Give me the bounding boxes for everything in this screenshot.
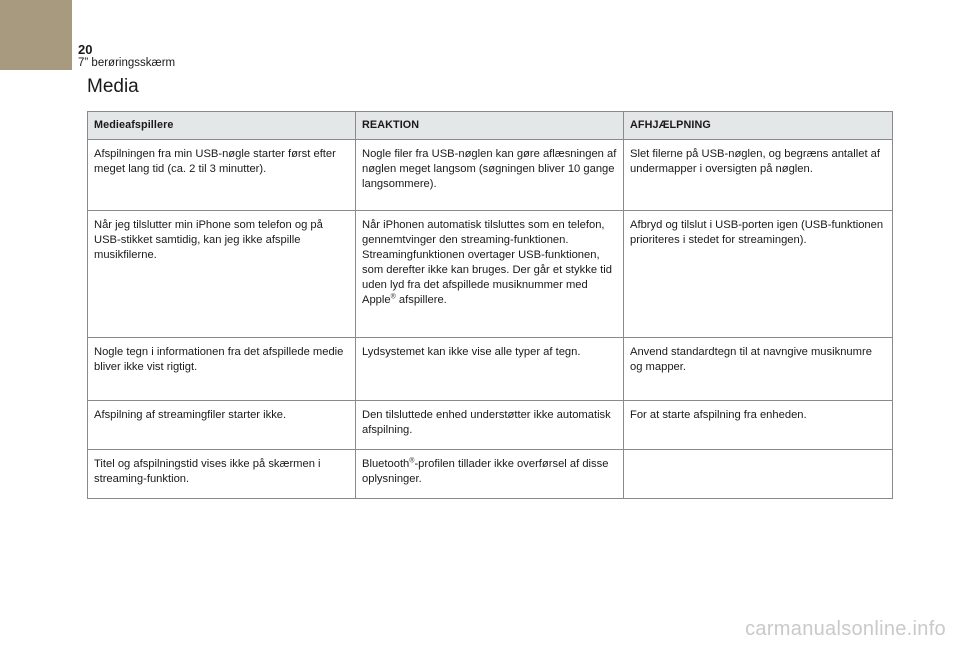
corner-tab <box>0 0 72 70</box>
problem-cell: Nogle tegn i informationen fra det afspillede medie bliver ikke vist rigtigt. <box>88 338 356 401</box>
problem-cell: Titel og afspilningstid vises ikke på skærmen i streaming-funktion. <box>88 450 356 499</box>
table-row <box>88 450 893 499</box>
reaction-cell: Den tilsluttede enhed understøtter ikke automatisk afspilning. <box>356 401 624 450</box>
problem-cell: Afspilningen fra min USB-nøgle starter først efter meget lang tid (ca. 2 til 3 minutter). <box>88 140 356 211</box>
table-header-row <box>88 112 893 140</box>
remedy-cell <box>624 450 893 499</box>
table-row <box>88 338 893 401</box>
media-troubleshooting-table <box>87 111 893 499</box>
registered-mark: ® <box>390 293 396 301</box>
reaction-cell: Lydsystemet kan ikke vise alle typer af tegn. <box>356 338 624 401</box>
reaction-cell: Når iPhonen automatisk tilsluttes som en telefon, gennemtvinger den streaming-funktionen. Streamingfunktionen overtager USB-funktionen, som derefter ikke kan bruges. Der går et stykke tid uden lyd fra det afspillede musiknummer med Apple® afspillere. <box>356 211 624 338</box>
page-number: 20 <box>78 42 93 57</box>
remedy-cell: Afbryd og tilslut i USB-porten igen (USB-funktionen prioriteres i stedet for streamingen). <box>624 211 893 338</box>
reaction-cell: Bluetooth®-profilen tillader ikke overførsel af disse oplysninger. <box>356 450 624 499</box>
remedy-cell: Slet filerne på USB-nøglen, og begræns antallet af undermapper i oversigten på nøglen. <box>624 140 893 211</box>
watermark: carmanualsonline.info <box>745 618 946 640</box>
table-row <box>88 401 893 450</box>
problem-cell: Når jeg tilslutter min iPhone som telefon og på USB-stikket samtidig, kan jeg ikke afspille musikfilerne. <box>88 211 356 338</box>
table-row <box>88 140 893 211</box>
header-remedy: AFHJÆLPNING <box>624 112 893 140</box>
header-media-players: Medieafspillere <box>88 112 356 140</box>
header-reaction: REAKTION <box>356 112 624 140</box>
remedy-cell: For at starte afspilning fra enheden. <box>624 401 893 450</box>
reaction-cell: Nogle filer fra USB-nøglen kan gøre aflæsningen af nøglen meget langsom (søgningen bliver 10 gange langsommere). <box>356 140 624 211</box>
section-title: Media <box>87 76 139 97</box>
chapter-title: 7” berøringsskærm <box>78 57 176 69</box>
problem-cell: Afspilning af streamingfiler starter ikke. <box>88 401 356 450</box>
registered-mark: ® <box>409 457 415 465</box>
remedy-cell: Anvend standardtegn til at navngive musiknumre og mapper. <box>624 338 893 401</box>
table-row <box>88 211 893 338</box>
